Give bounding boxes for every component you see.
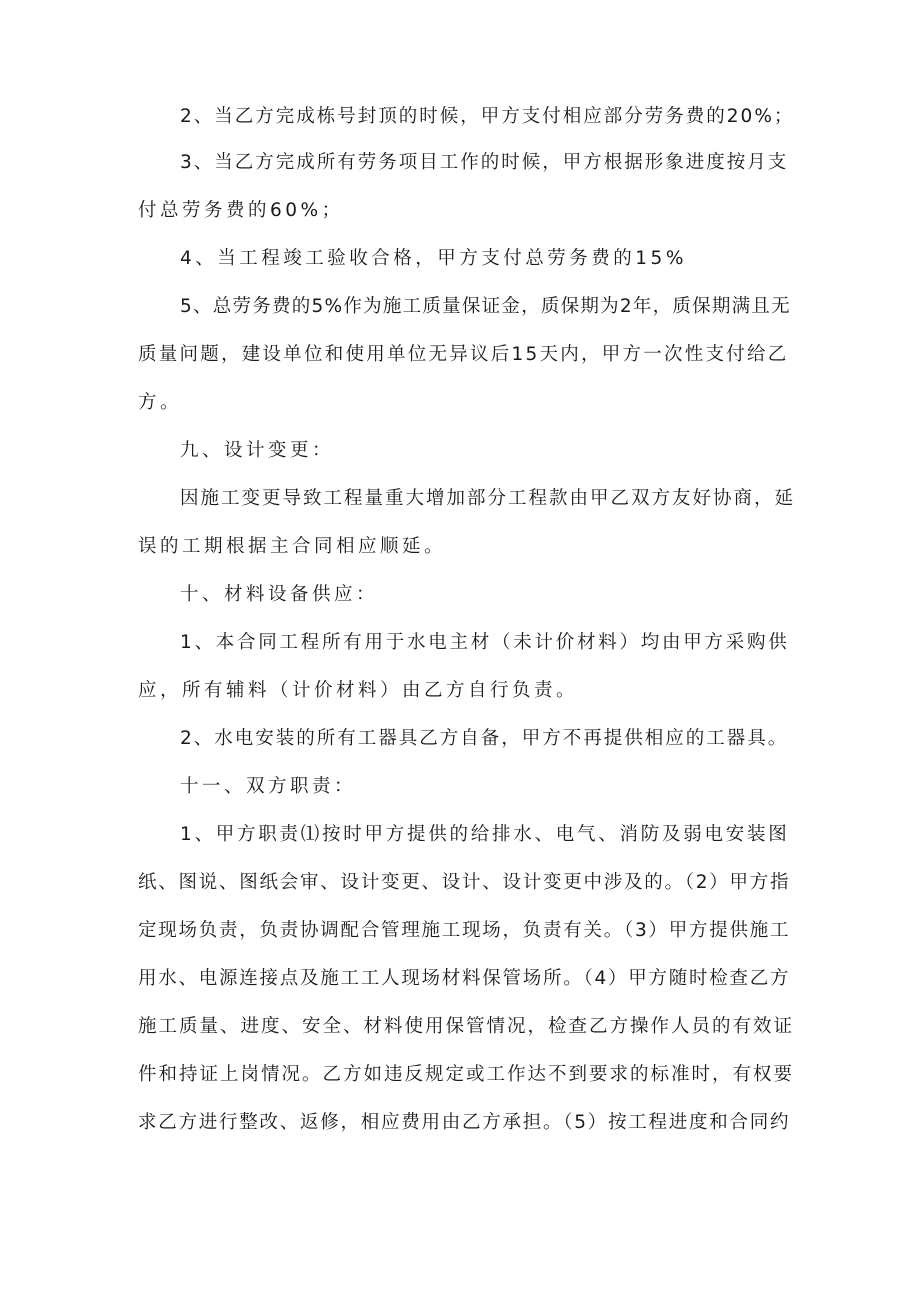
- clause-11-item-1-line-7: 求乙方进行整改、返修，相应费用由乙方承担。（5）按工程进度和合同约: [138, 1112, 791, 1133]
- clause-8-item-5-line-1: 5、总劳务费的5%作为施工质量保证金，质保期为2年，质保期满且无: [180, 296, 791, 317]
- section-heading-9: 九、设计变更：: [180, 440, 335, 461]
- clause-11-item-1-line-6: 件和持证上岗情况。乙方如违反规定或工作达不到要求的标准时，有权要: [138, 1064, 795, 1085]
- section-heading-10: 十、材料设备供应：: [180, 584, 379, 605]
- clause-10-item-1-line-2: 应，所有辅料（计价材料）由乙方自行负责。: [138, 680, 579, 701]
- clause-11-item-1-line-1: 1、甲方职责⑴按时甲方提供的给排水、电气、消防及弱电安装图: [180, 824, 790, 845]
- clause-11-item-1-line-3: 定现场负责，负责协调配合管理施工现场，负责有关。（3）甲方提供施工: [138, 920, 791, 941]
- clause-9-body-line-2: 误的工期根据主合同相应顺延。: [138, 536, 447, 557]
- clause-8-item-5-line-3: 方。: [138, 392, 183, 413]
- clause-10-item-1-line-1: 1、本合同工程所有用于水电主材（未计价材料）均由甲方采购供: [180, 632, 790, 653]
- clause-8-item-5-line-2: 质量问题，建设单位和使用单位无异议后15天内，甲方一次性支付给乙: [138, 344, 789, 365]
- clause-8-item-3-line-1: 3、当乙方完成所有劳务项目工作的时候，甲方根据形象进度按月支: [180, 152, 789, 173]
- section-heading-11: 十一、双方职责：: [180, 776, 357, 797]
- clause-8-item-4-line: 4、当工程竣工验收合格，甲方支付总劳务费的15%: [180, 248, 687, 269]
- clause-11-item-1-line-4: 用水、电源连接点及施工工人现场材料保管场所。（4）甲方随时检查乙方: [138, 968, 791, 989]
- clause-10-item-2-line: 2、水电安装的所有工器具乙方自备，甲方不再提供相应的工器具。: [180, 728, 789, 749]
- clause-9-body-line-1: 因施工变更导致工程量重大增加部分工程款由甲乙双方友好协商，延: [180, 488, 796, 509]
- clause-11-item-1-line-2: 纸、图说、图纸会审、设计变更、设计、设计变更中涉及的。（2）甲方指: [138, 872, 791, 893]
- clause-8-item-2-line: 2、当乙方完成栋号封顶的时候，甲方支付相应部分劳务费的20%；: [180, 106, 795, 127]
- clause-11-item-1-line-5: 施工质量、进度、安全、材料使用保管情况，检查乙方操作人员的有效证: [138, 1016, 795, 1037]
- clause-8-item-3-line-2: 付总劳务费的60%；: [138, 200, 344, 221]
